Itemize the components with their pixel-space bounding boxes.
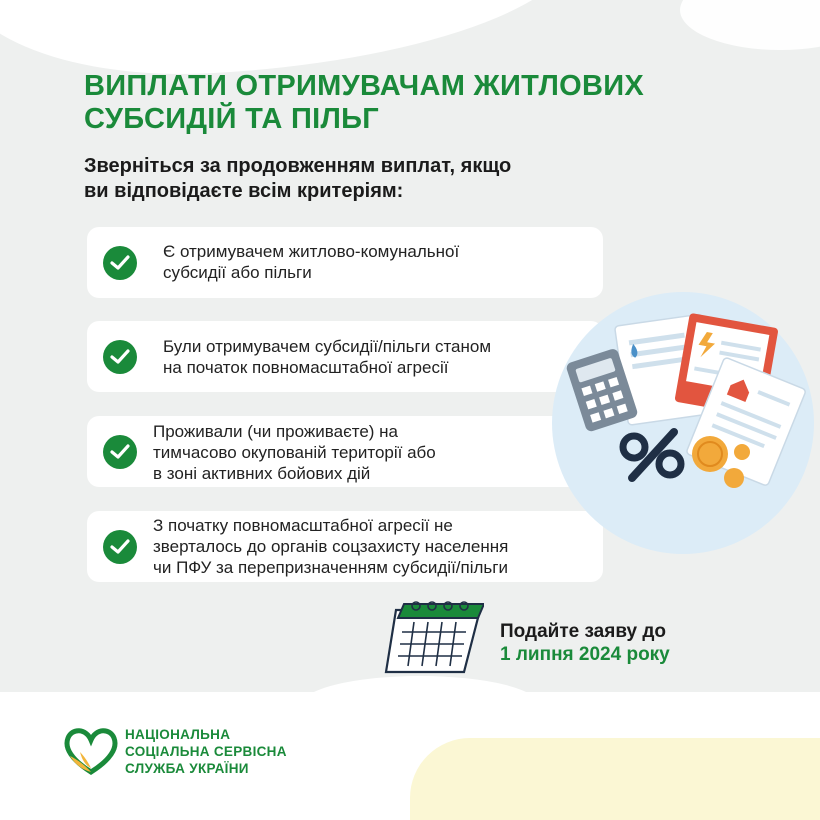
criteria-line: на початок повномасштабної агресії — [163, 358, 449, 377]
deadline-notice — [500, 620, 740, 666]
percent-icon — [623, 432, 681, 478]
criteria-text — [163, 241, 459, 283]
title-line-1: ВИПЛАТИ ОТРИМУВАЧАМ ЖИТЛОВИХ — [84, 70, 644, 102]
deadline-date: 1 липня 2024 року — [500, 644, 670, 665]
criteria-card-1 — [87, 227, 603, 298]
criteria-line: в зоні активних бойових дій — [153, 464, 371, 483]
check-icon — [103, 340, 137, 374]
org-line-1: НАЦІОНАЛЬНА — [125, 727, 231, 742]
criteria-line: чи ПФУ за перепризначенням субсидії/пільги — [153, 558, 508, 577]
criteria-card-3 — [87, 416, 603, 487]
criteria-line: З початку повномасштабної агресії не — [153, 516, 453, 535]
criteria-line: зверталось до органів соцзахисту населення — [153, 537, 509, 556]
criteria-line: Є отримувачем житлово-комунальної — [163, 242, 460, 261]
title-line-2: СУБСИДІЙ ТА ПІЛЬГ — [84, 103, 379, 135]
footer-yellow-wave — [410, 738, 820, 820]
criteria-card-2 — [87, 321, 603, 392]
subtitle-line-2: ви відповідаєте всім критеріям: — [84, 180, 404, 202]
organization-name — [125, 726, 345, 777]
criteria-text — [153, 515, 508, 578]
check-icon — [103, 435, 137, 469]
page-subtitle — [84, 154, 604, 204]
calendar-icon — [384, 598, 484, 676]
bills-illustration — [552, 292, 814, 554]
check-icon — [103, 246, 137, 280]
criteria-text — [163, 336, 491, 378]
criteria-line: субсидії або пільги — [163, 263, 312, 282]
page-title — [84, 70, 684, 136]
org-line-2: СОЦІАЛЬНА СЕРВІСНА — [125, 744, 287, 759]
criteria-line: Проживали (чи проживаєте) на — [153, 422, 399, 441]
criteria-line: Були отримувачем субсидії/пільги станом — [163, 337, 492, 356]
check-icon — [103, 530, 137, 564]
heart-logo-icon — [64, 726, 118, 776]
deadline-line-1: Подайте заяву до — [500, 621, 667, 642]
criteria-line: тимчасово окупованій території або — [153, 443, 436, 462]
org-line-3: СЛУЖБА УКРАЇНИ — [125, 761, 249, 776]
background-wave-top-right — [680, 0, 820, 50]
criteria-card-4 — [87, 511, 603, 582]
criteria-text — [153, 421, 436, 484]
subtitle-line-1: Зверніться за продовженням виплат, якщо — [84, 155, 512, 177]
